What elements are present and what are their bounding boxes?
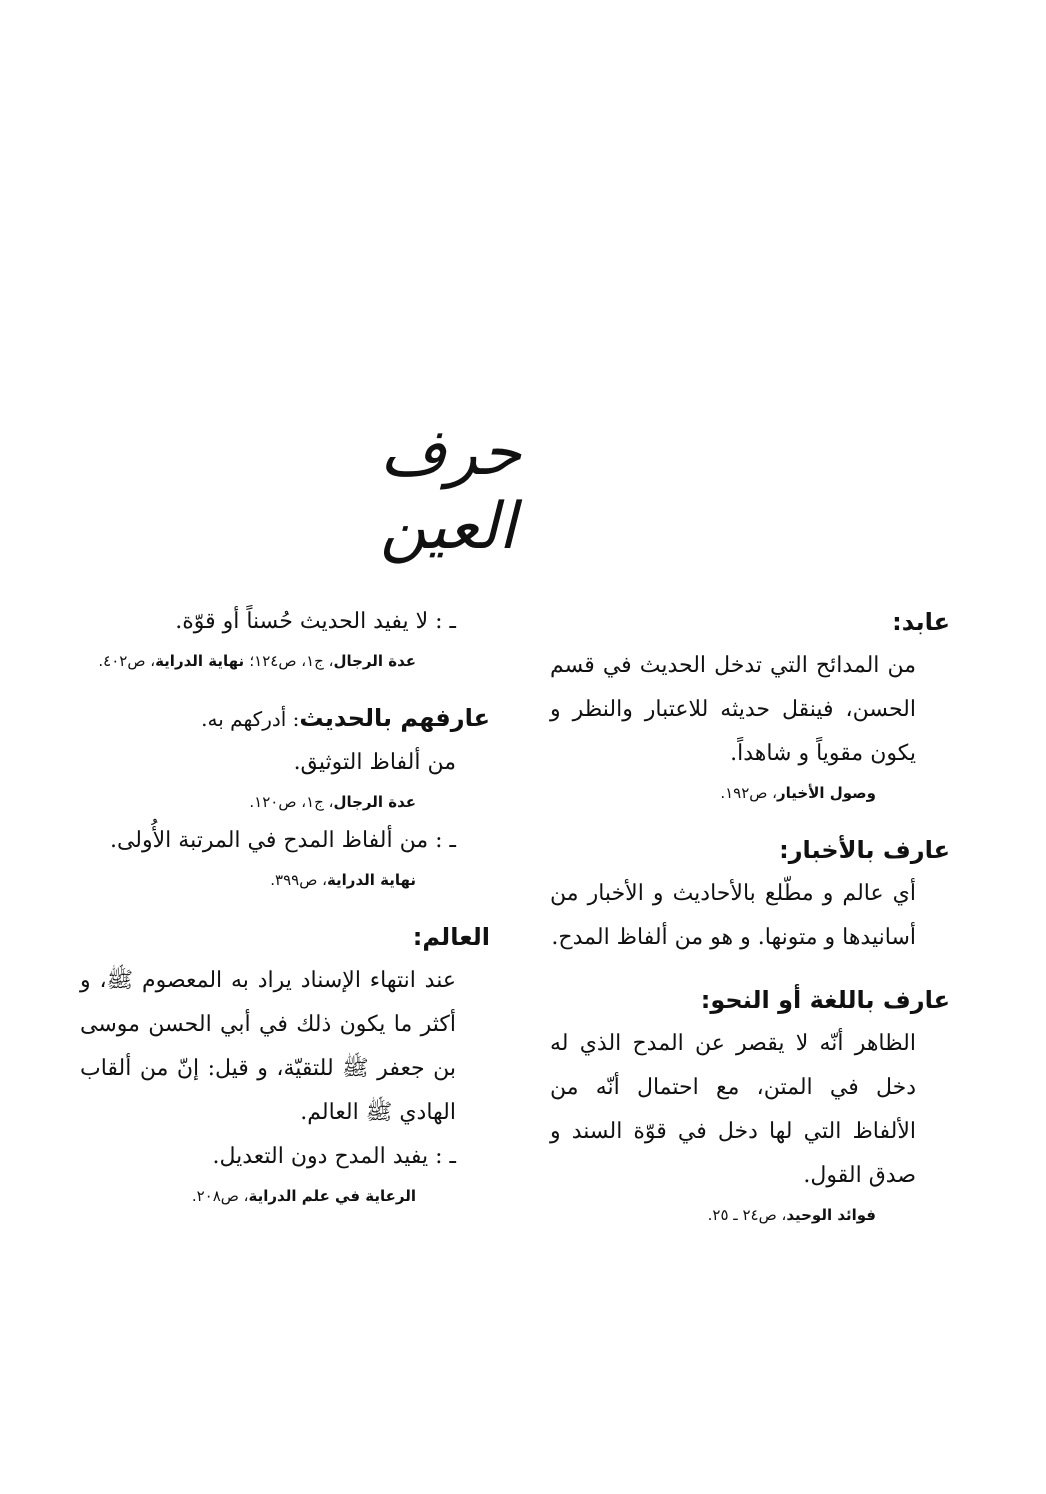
source-title: فوائد الوحيد xyxy=(786,1206,876,1224)
source-page-2: ، ص٤٠٢. xyxy=(98,652,156,670)
heading-term: عارفهم بالحديث xyxy=(299,704,490,732)
source-title: الرعاية في علم الدراية xyxy=(248,1187,416,1205)
entry-source xyxy=(80,644,416,678)
left-column xyxy=(80,600,490,1213)
entry-text: عند انتهاء الإسناد يراد به المعصوم ﷺ، و أكثر ما يكون ذلك في أبي الحسن موسى بن جعفر ﷺ للتقيّة، و قيل: إنّ من ألقاب الهادي ﷺ العالم. xyxy=(80,968,456,1125)
heading-gloss: : أدركهم به. xyxy=(201,707,300,731)
entry-note: ـ : من ألفاظ المدح في المرتبة الأُولى. xyxy=(109,828,456,853)
chapter-title-calligraphy: حرف العين xyxy=(380,416,522,564)
right-column xyxy=(550,600,950,1232)
entry-abid xyxy=(550,600,950,810)
entry-heading: عابد: xyxy=(892,608,950,636)
source-title: نهاية الدراية xyxy=(326,871,416,889)
entry-text: من المدائح التي تدخل الحديث في قسم الحسن، فينقل حديثه للاعتبار والنظر و يكون مقوياً و شاهداً. xyxy=(550,653,916,766)
entry-source xyxy=(80,1179,416,1213)
entry-heading xyxy=(80,696,490,741)
entry-source xyxy=(550,1198,876,1232)
entry-arif-akhbar xyxy=(550,828,950,960)
entry-heading: عارف باللغة أو النحو: xyxy=(700,986,950,1014)
entry-continuation-note xyxy=(80,600,490,678)
entry-arif-lugha xyxy=(550,978,950,1232)
entry-text: من ألفاظ التوثيق. xyxy=(293,750,456,775)
source-title: وصول الأخيار xyxy=(777,784,876,802)
entry-alim xyxy=(80,915,490,1213)
source-title-2: نهاية الدراية xyxy=(155,652,245,670)
entry-note: ـ : يفيد المدح دون التعديل. xyxy=(212,1144,456,1169)
source-page: ، ج١، ص١٢٠. xyxy=(249,793,334,811)
entry-heading: عارف بالأخبار: xyxy=(779,836,950,864)
source-page: ، ص١٩٢. xyxy=(720,784,778,802)
source-title: عدة الرجال xyxy=(333,793,416,811)
source-page: ، ص٣٩٩. xyxy=(270,871,327,889)
entry-heading: العالم: xyxy=(412,923,490,951)
entry-text: الظاهر أنّه لا يقصر عن المدح الذي له دخل في المتن، مع احتمال أنّه من الألفاظ التي لها دخل في قوّة السند و صدق القول. xyxy=(550,1031,916,1188)
source-title: عدة الرجال xyxy=(333,652,416,670)
source-page: ، ص٢٤ ـ ٢٥. xyxy=(707,1206,787,1224)
entry-note: ـ : لا يفيد الحديث حُسناً أو قوّة. xyxy=(175,609,456,634)
source-page: ، ص٢٠٨. xyxy=(191,1187,249,1205)
entry-source xyxy=(80,863,416,897)
entry-text: أي عالم و مطّلع بالأحاديث و الأخبار من أسانيدها و متونها. و هو من ألفاظ المدح. xyxy=(550,881,917,950)
source-page: ، ج١، ص١٢٤؛ xyxy=(249,652,334,670)
entry-arifuhum xyxy=(80,696,490,897)
entry-source xyxy=(80,785,416,819)
entry-source xyxy=(550,776,876,810)
